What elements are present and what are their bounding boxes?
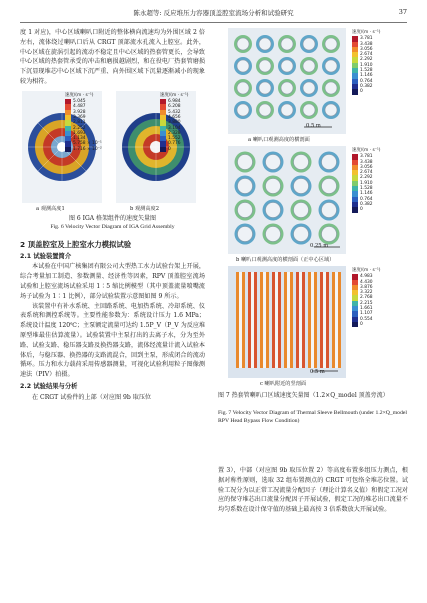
legend-value: 0 [168, 146, 171, 152]
legend-value: 2.252 [73, 125, 86, 131]
legend-value: 3.438 [360, 41, 373, 47]
fig7-panel-a [228, 28, 346, 134]
thermal-sleeve-section [303, 38, 315, 50]
legend-entry [352, 207, 381, 212]
legend-swatch [352, 207, 358, 212]
thermal-sleeve-tube [239, 272, 242, 368]
legend-entry [352, 89, 381, 94]
legend-value: 2.674 [360, 170, 373, 176]
fig6-sub-b: b 观测高度2 [130, 205, 160, 212]
fig7-caption-cn: 图 7 热套管喇叭口区域速度矢量图（1.2×Q_model 顶盖旁流） [218, 392, 389, 399]
legend-value: 0.776 [168, 141, 181, 147]
legend-value: 1.107 [360, 311, 373, 317]
header-title: 陈永超等: 反应堆压力容器顶盖腔室流场分析和试验研究 [133, 9, 294, 17]
legend-value: 5.432 [168, 109, 181, 115]
fig7-c-scale: 0.5 m [310, 369, 325, 375]
legend-value: 3.369 [73, 114, 86, 120]
legend-value: 3.056 [360, 46, 373, 52]
thermal-sleeve-section [294, 155, 309, 170]
thermal-sleeve-section [238, 203, 253, 218]
fig7-sub-b: b 喇叭口观测高度的横剖面（正中心区域） [236, 257, 335, 263]
legend-value: 1.528 [360, 186, 373, 192]
thermal-sleeve-section [281, 60, 293, 72]
legend-title: 速度/(m · s⁻¹) [160, 92, 189, 98]
thermal-sleeve-section [303, 60, 315, 72]
legend-value: 1.146 [360, 191, 373, 197]
legend-value: 4.487 [73, 104, 86, 110]
legend-value: 0.382 [360, 83, 373, 89]
legend-value: 6.208 [168, 104, 181, 110]
thermal-sleeve-section [322, 155, 337, 170]
fig7-c-vector-plot [228, 266, 346, 378]
legend-entry [352, 322, 381, 327]
thermal-sleeve-section [237, 82, 249, 94]
legend-swatch [352, 89, 358, 94]
sub22-paragraph-1: 在 CRGT 试验件的上部（对应图 9b 取压位 [32, 393, 152, 401]
legend-value: 0 [360, 207, 363, 213]
thermal-sleeve-section [322, 179, 337, 194]
thermal-sleeve-section [325, 82, 337, 94]
legend-value: 3.928 [73, 109, 86, 115]
legend-value: 1.910 [360, 180, 373, 186]
thermal-sleeve-section [266, 203, 281, 218]
legend-value: 0.382 [360, 201, 373, 207]
fig7-a-scale: 0.5 m [306, 123, 321, 129]
thermal-sleeve-section [237, 104, 249, 116]
legend-value: 3.322 [360, 290, 373, 296]
thermal-sleeve-tube [287, 272, 290, 368]
legend-value: 6.984 [168, 99, 181, 105]
thermal-sleeve-section [281, 38, 293, 50]
legend-swatch [160, 147, 166, 152]
legend-value: 2.292 [360, 57, 373, 63]
legend-value: 3.056 [360, 164, 373, 170]
fig7-panel-b [228, 146, 346, 254]
legend-value: 2.674 [360, 52, 373, 58]
legend-value: 3.880 [168, 120, 181, 126]
thermal-sleeve-section [259, 60, 271, 72]
legend-value: 4.430 [360, 279, 373, 285]
thermal-sleeve-section [281, 104, 293, 116]
thermal-sleeve-section [266, 227, 281, 242]
left-column [20, 28, 205, 403]
thermal-sleeve-section [322, 227, 337, 242]
intro-paragraph: 度 1 对应)，中心区域喇叭口附近的整体横向流速均为外围区域 2 倍左右，流体绕过喇叭口后从 CRGT 顶部流水孔流入上腔室。此外，中心区域在旋涡引起的流动不稳定且中心区域的热套管更长，会导致中心区域的热套管承受的冲击和磨损越剧烈，和在役电厂热套管磨损下沉显现堆芯中心区域下沉严重、向外围区域下沉量逐渐减小的现象较为相符。 [20, 29, 205, 85]
thermal-sleeve-tube [275, 272, 278, 368]
thermal-sleeve-tube [251, 272, 254, 368]
subsection-2-1-title: 2.1 试验装置简介 [20, 252, 72, 260]
legend-value: 2.215 [360, 300, 373, 306]
figure-7 [218, 28, 408, 466]
legend-title: 速度/(m · s⁻¹) [352, 30, 381, 35]
thermal-sleeve-section [259, 104, 271, 116]
legend-value: 0.764 [360, 78, 373, 84]
thermal-sleeve-section [294, 179, 309, 194]
legend-title: 速度/(m · s⁻¹) [352, 268, 381, 273]
thermal-sleeve-tube [263, 272, 266, 368]
page-number: 37 [398, 8, 407, 16]
fig6-b-legend [160, 93, 189, 152]
subsection-2-2-title: 2.2 试验结果与分析 [20, 382, 78, 390]
thermal-sleeve-section [237, 60, 249, 72]
legend-value: 1.910 [360, 62, 373, 68]
legend-value: 3.104 [168, 125, 181, 131]
legend-value: 0 [360, 89, 363, 95]
legend-value: 0.554 [360, 316, 373, 322]
sub21-paragraph-2: 该装置中有补水系统、主回路系统、电加热系统、冷却系统、仪表系统和测控系统等。主要性能参数为：系统设计压力 1.6 MPa；系统设计温度 120℃；主泵额定流量可达约 1.5P_V（P_V 为反应堆原型堆最佳估算流量）。试验装置中主泵打出的去离子水，分为至外路、试验支路、稳压器支路及换热器支路，流体经流量计流入试验本体后，与稳压器、换热器的支路流混合，回到主泵，形成闭合的流动循环。压力和水力载荷采用传感器测量，可视化试验利用粒子图像测速法（PIV）拍摄。 [20, 302, 206, 379]
legend-value: 1.134 [73, 136, 86, 142]
thermal-sleeve-section [259, 38, 271, 50]
legend-value: 3.876 [360, 284, 373, 290]
running-header [20, 8, 407, 23]
right-body-paragraph: 置 3），中部（对应图 9b 取压位置 2）等高度布置多组压力测点，根据对称性原则，选取 32 组布置测点的 CRGT 可包络全堆芯位置。试验工况分为以正常工况流量分配因子（理论计算名义值）和假定工况对应的保守堆芯出口流量分配因子开展试验，假定工况的堆芯出口流量不均匀系数在设计保守值的基础上最高按 3 倍系数放大开展试验。 [218, 467, 408, 514]
thermal-sleeve-section [294, 203, 309, 218]
legend-title: 速度/(m · s⁻¹) [65, 92, 94, 98]
thermal-sleeve-section [325, 104, 337, 116]
legend-value: 0 [360, 321, 363, 327]
legend-value: 1.552 [168, 136, 181, 142]
legend-value: 2.292 [360, 175, 373, 181]
fig7-a-vector-plot [228, 28, 346, 134]
thermal-sleeve-tube [335, 272, 338, 368]
fig6-a-legend [65, 93, 102, 152]
legend-value: 1.693 [73, 130, 86, 136]
thermal-sleeve-section [325, 38, 337, 50]
legend-value: 3.781 [360, 36, 373, 42]
legend-entry [65, 147, 102, 152]
legend-value: 5.045 [73, 99, 86, 105]
legend-value: 4.656 [168, 114, 181, 120]
figure-6 [20, 91, 205, 237]
fig7-b-scale: 0.25 m [310, 243, 329, 249]
legend-value: 4.983 [360, 274, 373, 280]
fig7-a-legend [352, 30, 381, 95]
thermal-sleeve-tube [323, 272, 326, 368]
thermal-sleeve-tube [311, 272, 314, 368]
legend-title: 速度/(m · s⁻¹) [352, 148, 381, 153]
legend-value: 3.438 [360, 159, 373, 165]
thermal-sleeve-section [294, 227, 309, 242]
legend-swatch [65, 147, 71, 152]
thermal-sleeve-section [237, 38, 249, 50]
thermal-sleeve-tube [299, 272, 302, 368]
thermal-sleeve-section [238, 179, 253, 194]
thermal-sleeve-section [266, 155, 281, 170]
legend-value: 1.146 [360, 73, 373, 79]
fig7-c-legend [352, 268, 381, 327]
legend-value: 1.716 × 10⁻² [73, 146, 102, 152]
legend-value: 3.781 [360, 154, 373, 160]
thermal-sleeve-section [238, 155, 253, 170]
thermal-sleeve-section [259, 82, 271, 94]
legend-value: 5.758 × 10⁻¹ [73, 141, 102, 147]
fig7-b-legend [352, 148, 381, 213]
legend-value: 1.528 [360, 68, 373, 74]
legend-entry [160, 147, 189, 152]
thermal-sleeve-section [303, 82, 315, 94]
legend-value: 2.328 [168, 130, 181, 136]
thermal-sleeve-section [303, 104, 315, 116]
fig7-panel-c [228, 266, 346, 378]
legend-swatch [352, 322, 358, 327]
legend-value: 1.661 [360, 306, 373, 312]
fig7-sub-c: c 喇叭附近的竖剖面 [260, 381, 307, 387]
fig7-caption-en: Fig. 7 Velocity Vector Diagram of Thermal Sleeve Bellmouth (under 1.2×Q_model RPV Head Bypass Flow Condition) [218, 410, 407, 424]
fig7-sub-a: a 喇叭口观测高度的横剖面 [248, 137, 310, 143]
right-column [218, 28, 408, 515]
fig6-caption-cn: 图 6 IGA 格架组件的速度矢量图 [68, 214, 157, 222]
thermal-sleeve-section [325, 60, 337, 72]
fig7-b-vector-plot [228, 146, 346, 254]
fig6-sub-a: a 观测高度1 [36, 205, 65, 212]
thermal-sleeve-section [266, 179, 281, 194]
thermal-sleeve-section [322, 203, 337, 218]
sub21-paragraph-1: 本试验在中国广核集团有限公司大型热工水力试验台架上开展，综合考量加工制造、参数测量、经济性等因素，RPV 顶盖腔室流场试验和上腔室流场试验采用 1∶5 缩比例模型（其中顶盖流量喷嘴流场子试验为 1∶1 比例），部分试验装置示意图如图 9 所示。 [20, 263, 205, 300]
legend-value: 2.768 [360, 295, 373, 301]
legend-value: 0.764 [360, 196, 373, 202]
fig6-caption-en: Fig. 6 Velocity Vector Diagram of IGA Grid Assembly [50, 223, 175, 230]
thermal-sleeve-section [238, 227, 253, 242]
legend-value: 2.811 [73, 120, 86, 126]
section-2-title: 2 顶盖腔室及上腔室水力模拟试验 [20, 239, 132, 249]
thermal-sleeve-section [281, 82, 293, 94]
